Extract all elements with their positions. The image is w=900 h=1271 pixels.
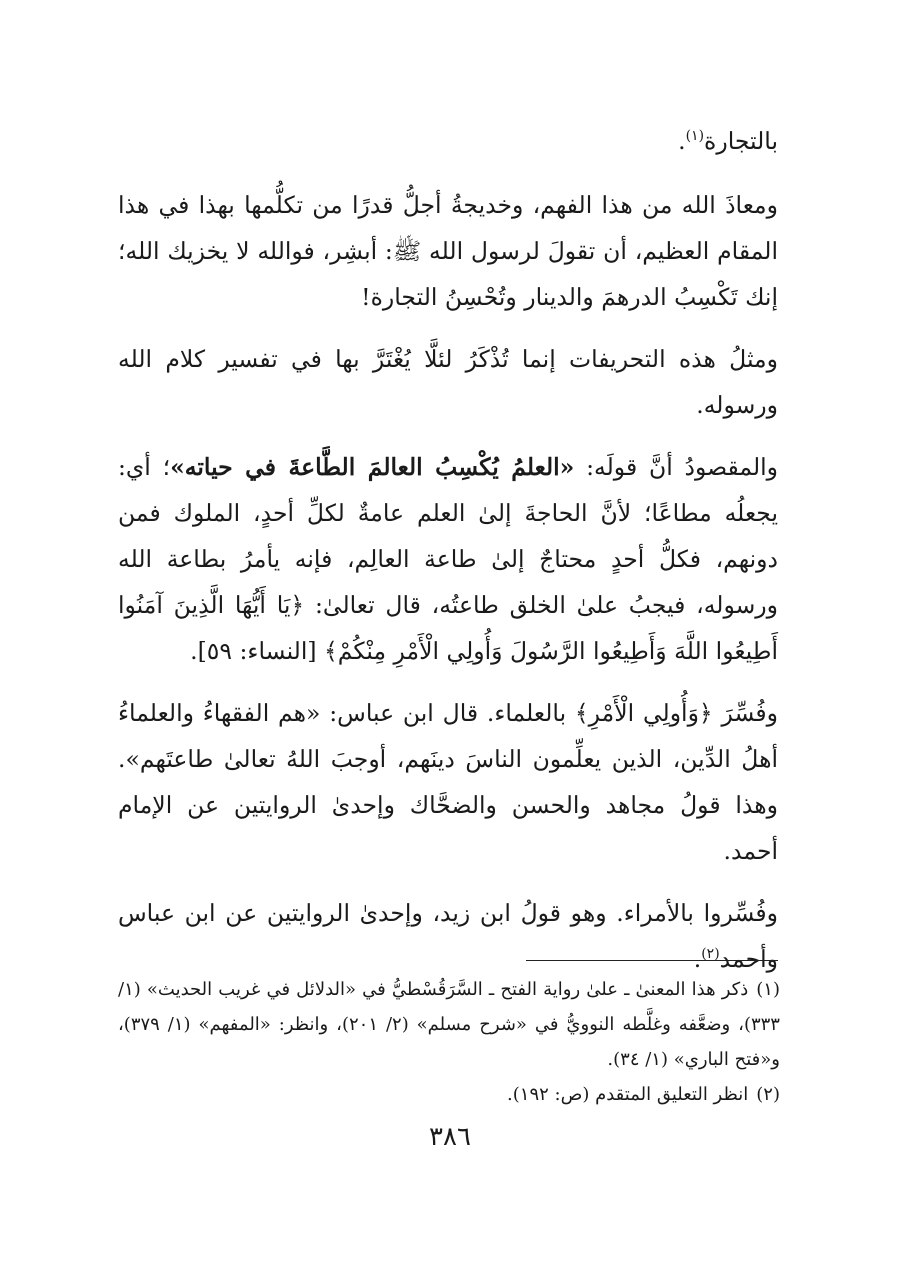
paragraph-1-text: بالتجارة xyxy=(704,127,778,155)
paragraph-5 xyxy=(118,690,778,874)
paragraph-6-tail: . xyxy=(693,945,702,973)
paragraph-6 xyxy=(118,890,778,982)
paragraph-5-lead: وفُسِّرَ xyxy=(712,699,778,727)
footnote-1-text: ذكر هذا المعنىٰ ـ علىٰ رواية الفتح ـ السَّرَقُسْطيُّ في «الدلائل في غريب الحديث» (١/ ٣٣٣)، وضعَّفه وغلَّطه النوويُّ في «شرح مسلم» (٢/ ٢٠١)، وانظر: «المفهم» (١/ ٣٧٩)، و«فتح الباري» (١/ ٣٤). xyxy=(118,979,780,1070)
footnote-1 xyxy=(118,972,780,1077)
verse-citation: [النساء: ٥٩]. xyxy=(190,637,325,665)
main-text xyxy=(118,118,778,998)
footnotes xyxy=(118,972,780,1112)
footnote-ref-2[interactable]: (٢) xyxy=(701,946,720,963)
paragraph-5-rest: بالعلماء. قال ابن عباس: «هم الفقهاءُ والعلماءُ أهلُ الدِّين، الذين يعلِّمون الناسَ دينَهم، أوجبَ اللهُ تعالىٰ طاعتَهم». وهذا قولُ مجاهد والحسن والضحَّاك وإحدىٰ الروايتين عن الإمام أحمد. xyxy=(118,699,778,865)
paragraph-4-lead: والمقصودُ أنَّ قولَه: xyxy=(574,453,779,481)
paragraph-2: ومعاذَ الله من هذا الفهم، وخديجةُ أجلُّ قدرًا من تكلُّمها بهذا في هذا المقام العظيم، أن تقولَ لرسول الله ﷺ: أبشِر، فوالله لا يخزيك الله؛ إنك تَكْسِبُ الدرهمَ والدينار وتُحْسِنُ التجارة! xyxy=(118,191,778,311)
footnote-divider xyxy=(526,960,778,961)
footnote-2 xyxy=(118,1077,780,1112)
footnote-ref-1[interactable]: (١) xyxy=(685,128,705,145)
paragraph-3: ومثلُ هذه التحريفات إنما تُذْكَرُ لئلَّا يُغْتَرَّ بها في تفسير كلام الله ورسوله. xyxy=(118,345,778,419)
footnote-2-number: (٢) xyxy=(756,1084,780,1105)
quran-verse-short: ﴿وَأُولِي الْأَمْرِ﴾ xyxy=(574,699,713,727)
paragraph-4 xyxy=(118,444,778,674)
paragraph-1-tail: . xyxy=(678,127,686,155)
paragraph-4-middle: ؛ أي: يجعلُه مطاعًا؛ لأنَّ الحاجةَ إلىٰ العلم عامةٌ لكلِّ أحدٍ، الملوك فمن دونهم، فكلُّ أحدٍ محتاجٌ إلىٰ طاعة العالِم، فإنه يأمرُ بطاعة الله ورسوله، فيجبُ علىٰ الخلق طاعتُه، قال تعالىٰ: xyxy=(118,453,778,619)
footnote-1-number: (١) xyxy=(756,979,780,1000)
hadith-quote: «العلمُ يُكْسِبُ العالمَ الطَّاعةَ في حياته» xyxy=(170,453,575,481)
paragraph-6-text: وفُسِّروا بالأمراء. وهو قولُ ابن زيد، وإحدىٰ الروايتين عن ابن عباس وأحمد xyxy=(118,899,778,973)
footnote-2-text: انظر التعليق المتقدم (ص: ١٩٢). xyxy=(507,1084,749,1105)
page-number: ٣٨٦ xyxy=(429,1122,471,1152)
quran-verse: ﴿يَا أَيُّهَا الَّذِينَ آمَنُوا أَطِيعُوا اللَّهَ وَأَطِيعُوا الرَّسُولَ وَأُولِي الْأَمْرِ مِنْكُمْ﴾ xyxy=(118,591,778,665)
paragraph-1 xyxy=(118,118,778,164)
